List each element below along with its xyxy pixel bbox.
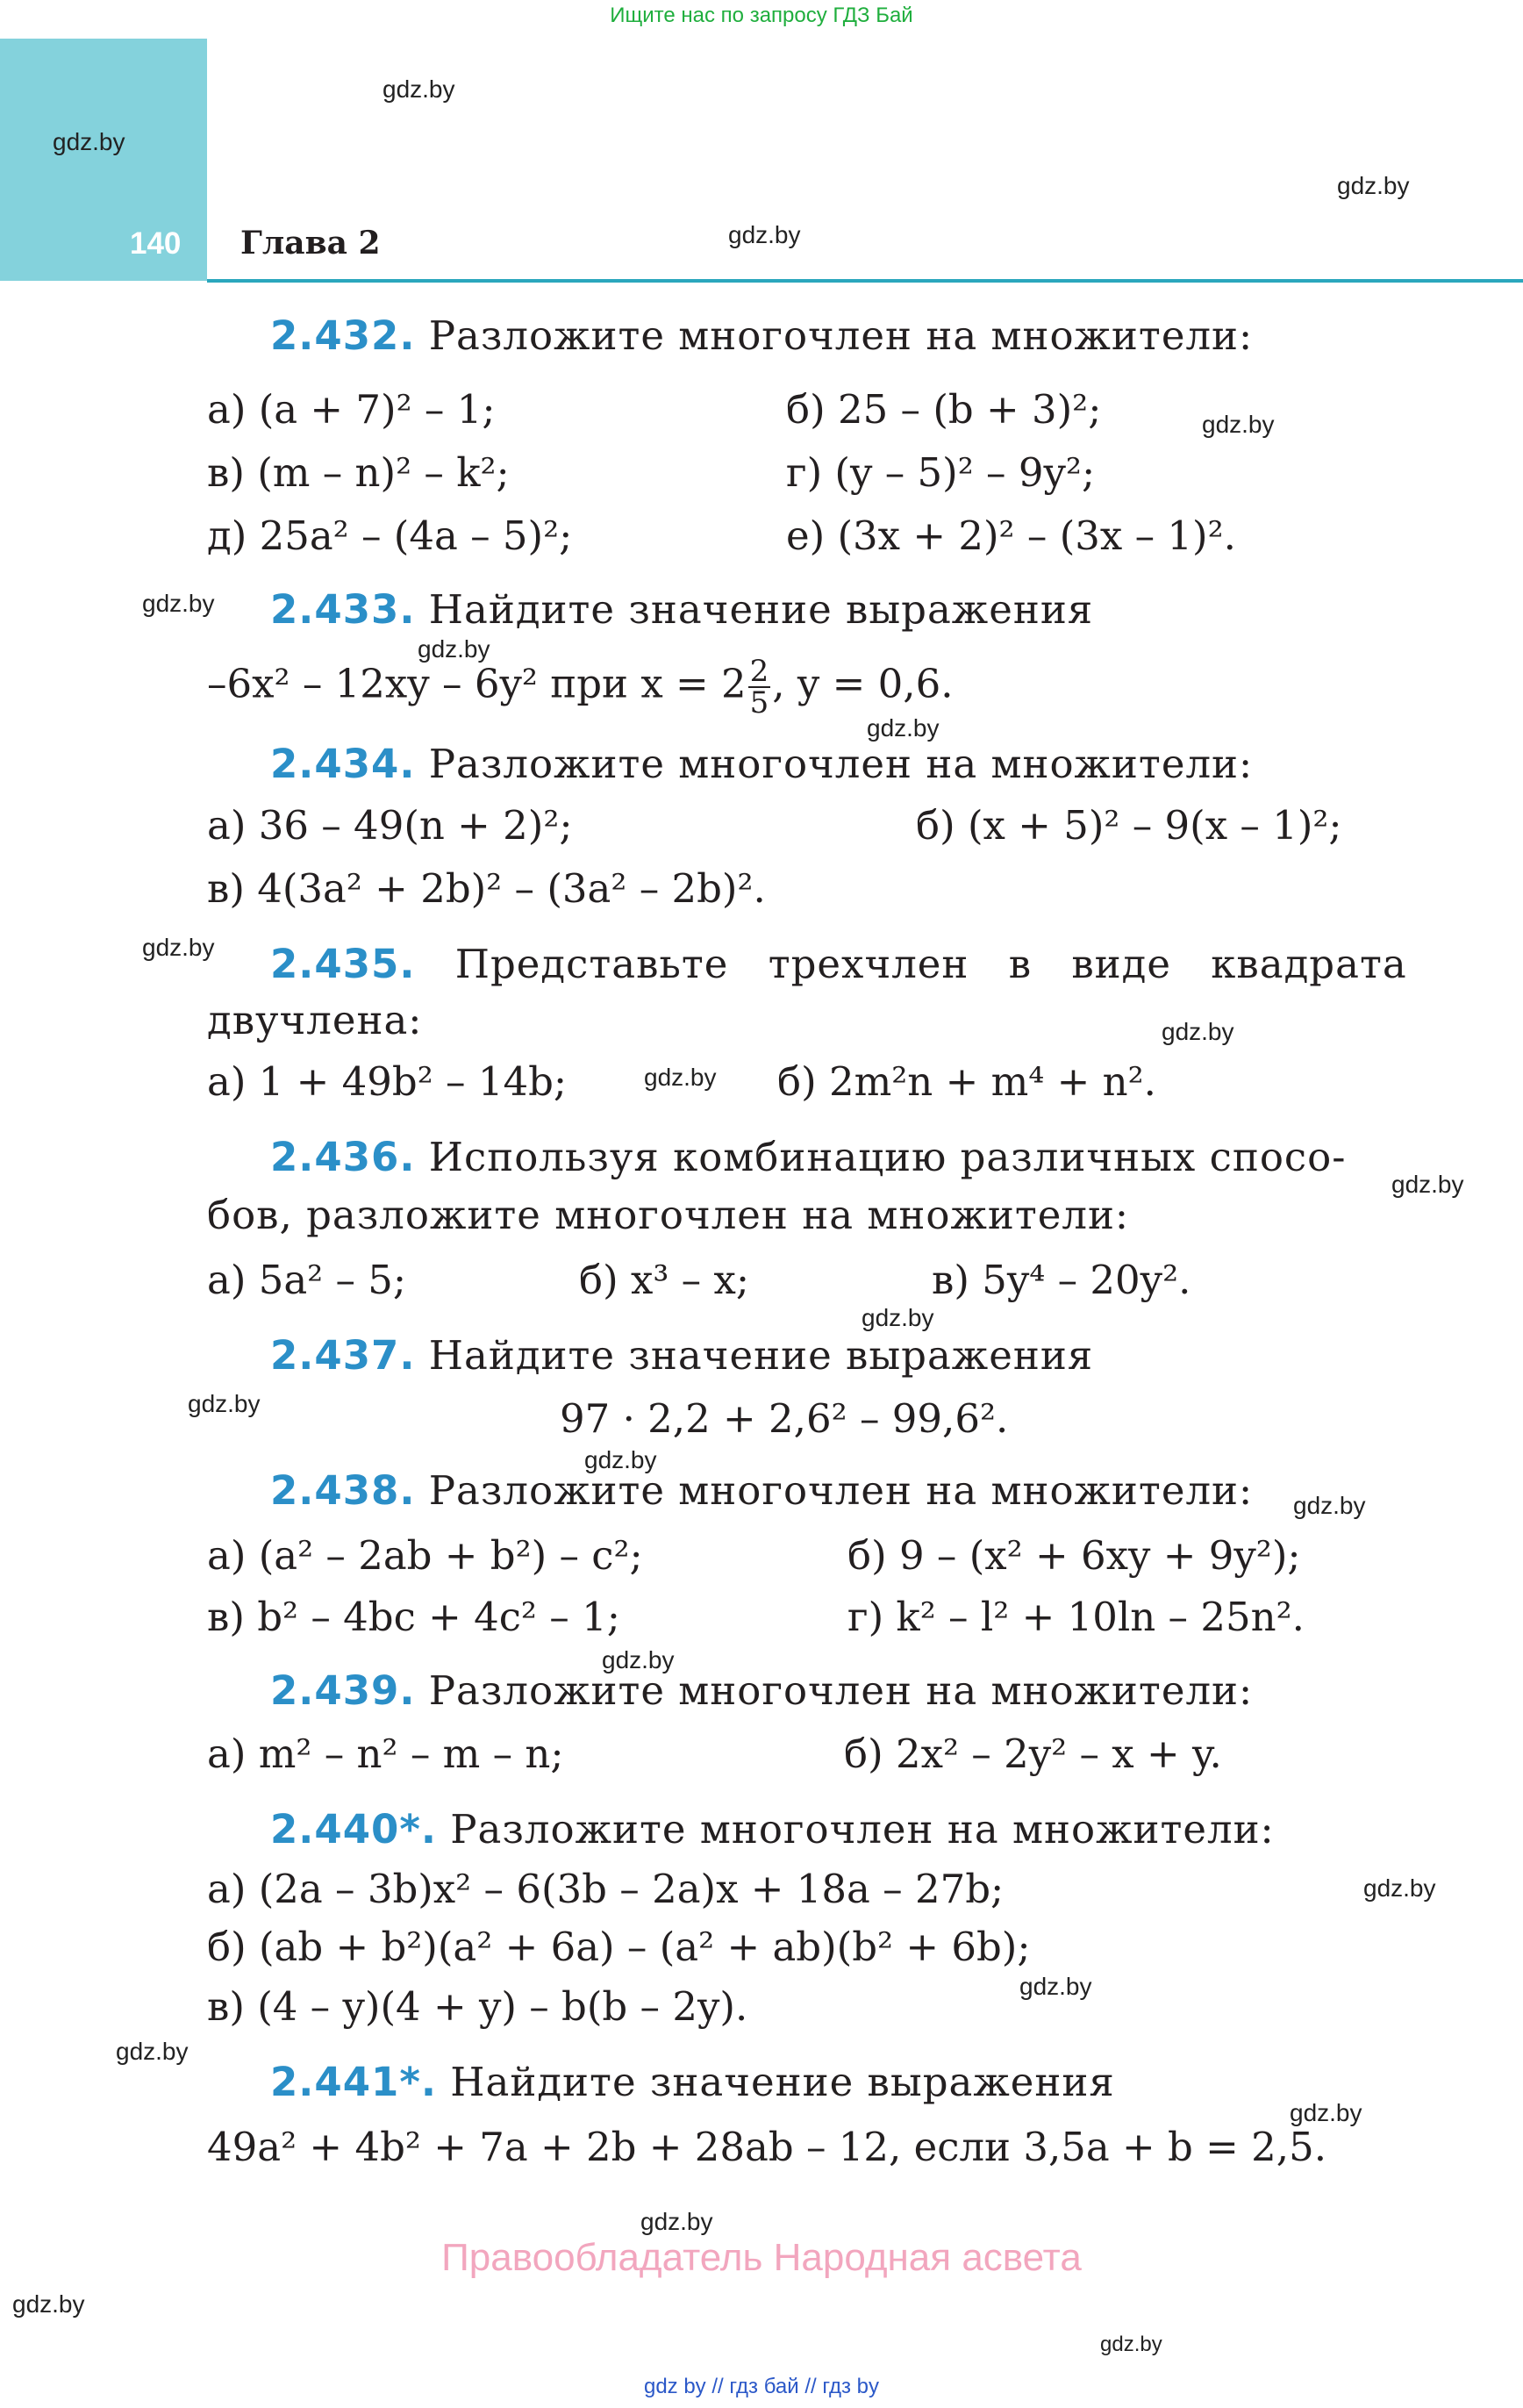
watermark: gdz.by (867, 714, 940, 742)
problem-2-438 (270, 1467, 1253, 1514)
problem-2-433 (270, 586, 1093, 633)
watermark: gdz.by (188, 1390, 261, 1417)
page-number: 140 (130, 226, 182, 261)
item-b: б) 9 – (x² + 6xy + 9y²); (847, 1532, 1301, 1579)
problem-text: Разложите многочлен на множители: (428, 1667, 1254, 1714)
item-v: в) (4 – y)(4 + y) – b(b – 2y). (207, 1983, 748, 2030)
item-b: б) (ab + b²)(a² + 6a) – (a² + ab)(b² + 6b); (207, 1924, 1031, 1970)
item-g: г) (y – 5)² – 9y²; (786, 449, 1096, 496)
watermark: gdz.by (12, 2290, 85, 2318)
watermark: gdz.by (1391, 1171, 1464, 1198)
expression-part: –6x² – 12xy – 6y² при x = 2 (207, 660, 747, 707)
problem-number: 2.433. (270, 586, 416, 633)
watermark: gdz.by (862, 1304, 934, 1331)
watermark: gdz.by (1363, 1874, 1436, 1902)
watermark: gdz.by (142, 934, 215, 961)
problem-text: Найдите значение выражения (450, 2059, 1115, 2105)
item-a: а) m² – n² – m – n; (207, 1731, 564, 1777)
problem-text: Разложите многочлен на множители: (428, 741, 1254, 787)
watermark: gdz.by (53, 128, 125, 155)
expression (207, 656, 954, 718)
fraction (748, 656, 771, 718)
watermark: gdz.by (1290, 2099, 1362, 2126)
problem-2-435 (270, 941, 1407, 987)
problem-number: 2.440*. (270, 1806, 437, 1853)
problem-text: Разложите многочлен на множители: (428, 1467, 1254, 1514)
problem-2-441 (270, 2059, 1115, 2105)
header-rule (207, 279, 1523, 283)
watermark: gdz.by (584, 1446, 657, 1473)
watermark: gdz.by (728, 221, 801, 248)
item-a: а) (2a – 3b)x² – 6(3b – 2a)x + 18a – 27b; (207, 1866, 1005, 1912)
item-a: а) 1 + 49b² – 14b; (207, 1058, 568, 1105)
item-b: б) 25 – (b + 3)²; (786, 386, 1102, 433)
problem-2-432 (270, 312, 1253, 359)
watermark: gdz.by (1293, 1492, 1366, 1519)
top-note: Ищите нас по запросу ГДЗ Бай (610, 4, 913, 27)
problem-number: 2.438. (270, 1467, 416, 1514)
watermark: gdz.by (116, 2038, 189, 2065)
watermark: gdz.by (418, 635, 490, 663)
item-a: а) (a + 7)² – 1; (207, 386, 496, 433)
watermark: gdz.by (1162, 1018, 1234, 1045)
problem-text: Найдите значение выражения (428, 1332, 1094, 1379)
item-a: а) 36 – 49(n + 2)²; (207, 802, 573, 849)
item-b: б) 2m²n + m⁴ + n². (777, 1058, 1156, 1105)
watermark: gdz.by (1202, 411, 1275, 438)
problem-number: 2.441*. (270, 2059, 437, 2105)
item-v: в) (m – n)² – k²; (207, 449, 510, 496)
bottom-note: gdz by // гдз бай // гдз by (643, 2375, 880, 2398)
item-b: б) x³ – x; (579, 1257, 750, 1303)
problem-text-cont: бов, разложите многочлен на множители: (207, 1192, 1130, 1238)
item-a: а) 5a² – 5; (207, 1257, 407, 1303)
problem-2-439 (270, 1667, 1253, 1714)
problem-2-436 (270, 1134, 1346, 1180)
watermark: gdz.by (1100, 2333, 1162, 2356)
expression: 97 · 2,2 + 2,6² – 99,6². (560, 1395, 1009, 1442)
item-b: б) (x + 5)² – 9(x – 1)²; (916, 802, 1342, 849)
item-d: д) 25a² – (4a – 5)²; (207, 512, 573, 559)
watermark: gdz.by (640, 2208, 713, 2235)
chapter-title: Глава 2 (240, 225, 381, 262)
problem-number: 2.436. (270, 1134, 416, 1180)
item-g: г) k² – l² + 10ln – 25n². (847, 1594, 1305, 1640)
item-a: а) (a² – 2ab + b²) – c²; (207, 1532, 643, 1579)
problem-text: Разложите многочлен на множители: (450, 1806, 1275, 1853)
problem-number: 2.432. (270, 312, 416, 359)
problem-number: 2.434. (270, 741, 416, 787)
problem-2-440 (270, 1806, 1275, 1853)
copyright-notice: Правообладатель Народная асвета (441, 2236, 1082, 2279)
fraction-denominator: 5 (749, 685, 769, 720)
watermark: gdz.by (1019, 1973, 1092, 2000)
problem-text: Найдите значение выражения (428, 586, 1094, 633)
watermark: gdz.by (644, 1064, 717, 1091)
watermark: gdz.by (602, 1646, 675, 1673)
problem-text: Разложите многочлен на множители: (428, 312, 1254, 359)
item-e: е) (3x + 2)² – (3x – 1)². (786, 512, 1236, 559)
item-v: в) 5y⁴ – 20y². (932, 1257, 1191, 1303)
problem-number: 2.435. (270, 941, 416, 987)
problem-text: Представьте трехчлен в виде квадрата (454, 941, 1407, 987)
watermark: gdz.by (383, 75, 455, 103)
problem-2-434 (270, 741, 1253, 787)
watermark: gdz.by (142, 590, 215, 617)
problem-number: 2.437. (270, 1332, 416, 1379)
problem-text: Используя комбинацию различных спосо- (428, 1134, 1347, 1180)
expression-part: , y = 0,6. (772, 660, 954, 707)
problem-number: 2.439. (270, 1667, 416, 1714)
problem-text-cont: двучлена: (207, 997, 423, 1043)
fraction-numerator: 2 (749, 654, 769, 689)
watermark: gdz.by (1337, 172, 1410, 199)
item-v: в) b² – 4bc + 4c² – 1; (207, 1594, 620, 1640)
item-v: в) 4(3a² + 2b)² – (3a² – 2b)². (207, 865, 766, 912)
expression: 49a² + 4b² + 7a + 2b + 28ab – 12, если 3,5a + b = 2,5. (207, 2124, 1327, 2170)
problem-2-437 (270, 1332, 1093, 1379)
item-b: б) 2x² – 2y² – x + y. (844, 1731, 1222, 1777)
